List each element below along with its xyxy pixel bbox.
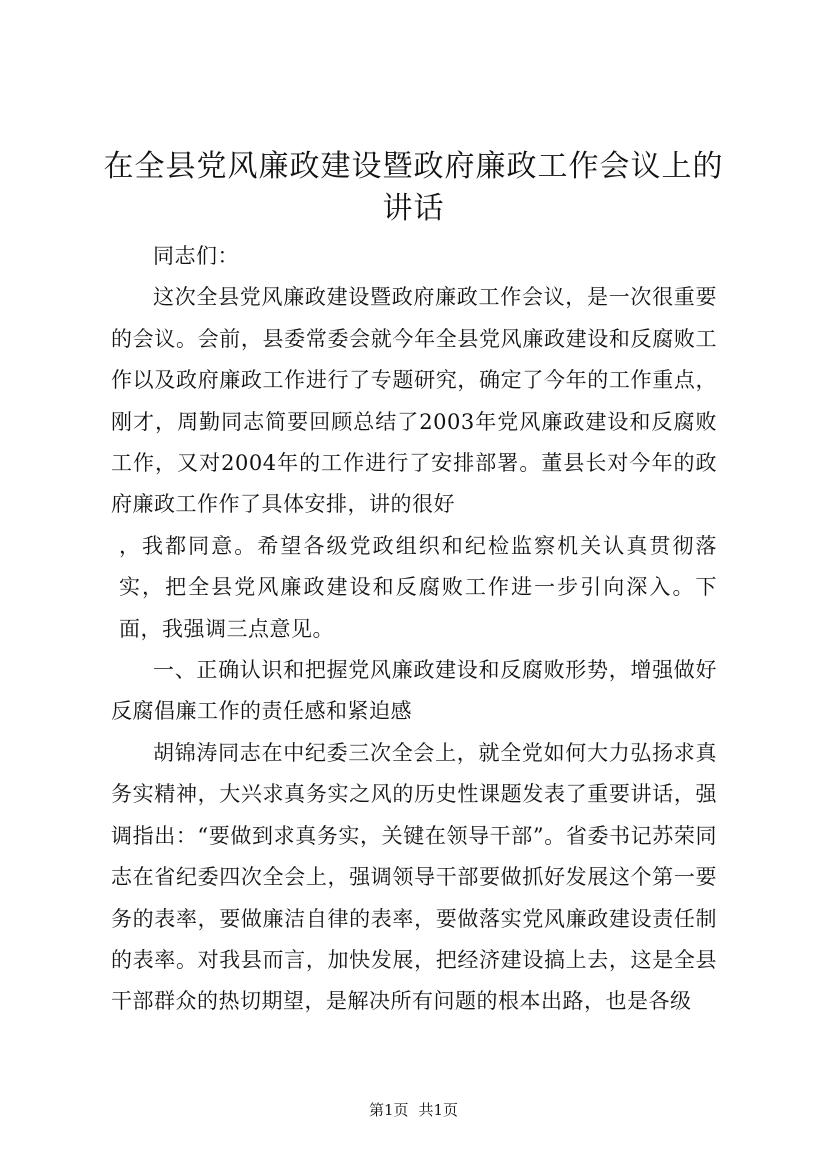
page-total: 共1页 <box>418 1101 459 1119</box>
page-number: 第1页 <box>368 1101 409 1119</box>
paragraph-3: 胡锦涛同志在中纪委三次全会上，就全党如何大力弘扬求真务实精神，大兴求真务实之风的历史性课题发表了重要讲话，强调指出：“要做到求真务实，关键在领导干部”。省委书记苏荣同志在省纪委四次全会上，强调领导干部要做抓好发展这个第一要务的表率，要做廉洁自律的表率，要做落实党风廉政建设责任制的表率。对我县而言，加快发展，把经济建设搞上去，这是全县干部群众的热切期望，是解决所有问题的根本出路，也是各级 <box>111 740 717 1014</box>
salutation: 同志们： <box>153 244 239 268</box>
paragraph-2: ，我都同意。希望各级党政组织和纪检监察机关认真贯彻落实，把全县党风廉政建设和反腐败工作进一步引向深入。下面，我强调三点意见。 <box>119 533 717 641</box>
page-footer <box>0 1100 827 1120</box>
section-heading-1: 一、正确认识和把握党风廉政建设和反腐败形势，增强做好反腐倡廉工作的责任感和紧迫感 <box>111 658 717 724</box>
paragraph-1: 这次全县党风廉政建设暨政府廉政工作会议，是一次很重要的会议。会前，县委常委会就今年全县党风廉政建设和反腐败工作以及政府廉政工作进行了专题研究，确定了今年的工作重点，刚才，周勤同志简要回顾总结了2003年党风廉政建设和反腐败工作，又对2004年的工作进行了安排部署。董县长对今年的政府廉政工作作了具体安排，讲的很好 <box>111 285 717 517</box>
document-title: 在全县党风廉政建设暨政府廉政工作会议上的讲话 <box>103 149 724 226</box>
document-body <box>111 236 717 1023</box>
